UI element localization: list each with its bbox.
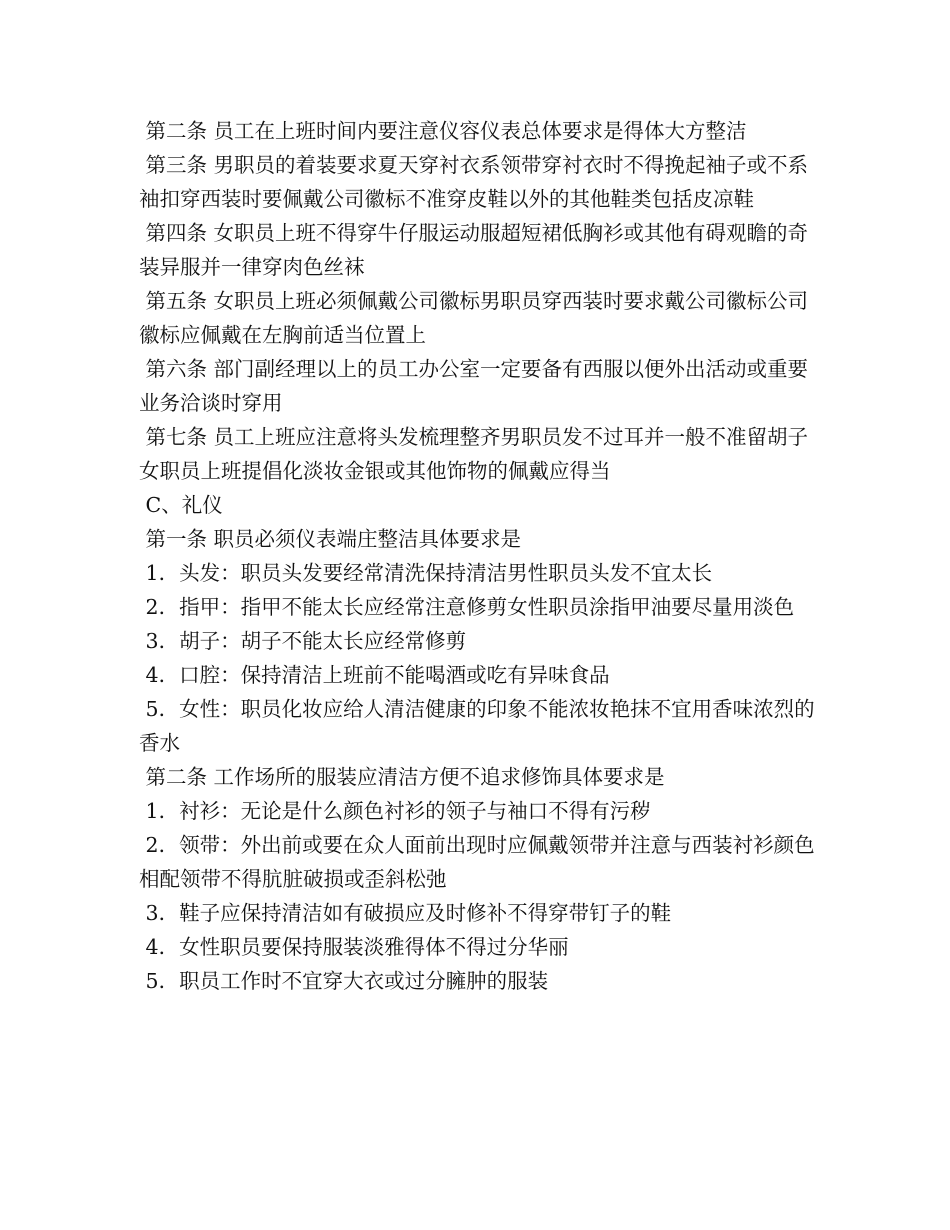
list-item-beard: 3．胡子：胡子不能太长应经常修剪 — [139, 629, 467, 653]
document-body — [139, 114, 819, 998]
paragraph-article-4-female-attire: 第四条 女职员上班不得穿牛仔服运动服超短裙低胸衫或其他有碍观瞻的奇装异服并一律穿肉色丝袜 — [139, 221, 809, 279]
list-item-coat: 5．职员工作时不宜穿大衣或过分臃肿的服装 — [139, 969, 549, 993]
paragraph-article-5-badge: 第五条 女职员上班必须佩戴公司徽标男职员穿西装时要求戴公司徽标公司徽标应佩戴在左胸前适当位置上 — [139, 289, 809, 347]
paragraph-etiquette-article-2: 第二条 工作场所的服装应清洁方便不追求修饰具体要求是 — [139, 765, 665, 789]
list-item-female-clothing: 4．女性职员要保持服装淡雅得体不得过分华丽 — [139, 935, 569, 959]
list-item-shoes: 3．鞋子应保持清洁如有破损应及时修补不得穿带钉子的鞋 — [139, 901, 672, 925]
paragraph-etiquette-article-1: 第一条 职员必须仪表端庄整洁具体要求是 — [139, 527, 522, 551]
list-item-nails: 2．指甲：指甲不能太长应经常注意修剪女性职员涂指甲油要尽量用淡色 — [139, 595, 795, 619]
list-item-shirt: 1．衬衫：无论是什么颜色衬衫的领子与袖口不得有污秽 — [139, 799, 651, 823]
paragraph-article-7-hair: 第七条 员工上班应注意将头发梳理整齐男职员发不过耳并一般不准留胡子女职员上班提倡化淡妆金银或其他饰物的佩戴应得当 — [139, 425, 809, 483]
section-heading-etiquette: C、礼仪 — [139, 493, 223, 517]
paragraph-article-3-male-attire: 第三条 男职员的着装要求夏天穿衬衣系领带穿衬衣时不得挽起袖子或不系袖扣穿西装时要佩戴公司徽标不准穿皮鞋以外的其他鞋类包括皮凉鞋 — [139, 153, 809, 211]
list-item-hair: 1．头发：职员头发要经常清洗保持清洁男性职员头发不宜太长 — [139, 561, 713, 585]
paragraph-article-2-grooming: 第二条 员工在上班时间内要注意仪容仪表总体要求是得体大方整洁 — [139, 119, 747, 143]
paragraph-article-6-suit: 第六条 部门副经理以上的员工办公室一定要备有西服以便外出活动或重要业务洽谈时穿用 — [139, 357, 809, 415]
list-item-mouth: 4．口腔：保持清洁上班前不能喝酒或吃有异味食品 — [139, 663, 610, 687]
list-item-makeup: 5．女性：职员化妆应给人清洁健康的印象不能浓妆艳抹不宜用香味浓烈的香水 — [139, 697, 815, 755]
list-item-tie: 2．领带：外出前或要在众人面前出现时应佩戴领带并注意与西装衬衫颜色相配领带不得肮脏破损或歪斜松弛 — [139, 833, 815, 891]
